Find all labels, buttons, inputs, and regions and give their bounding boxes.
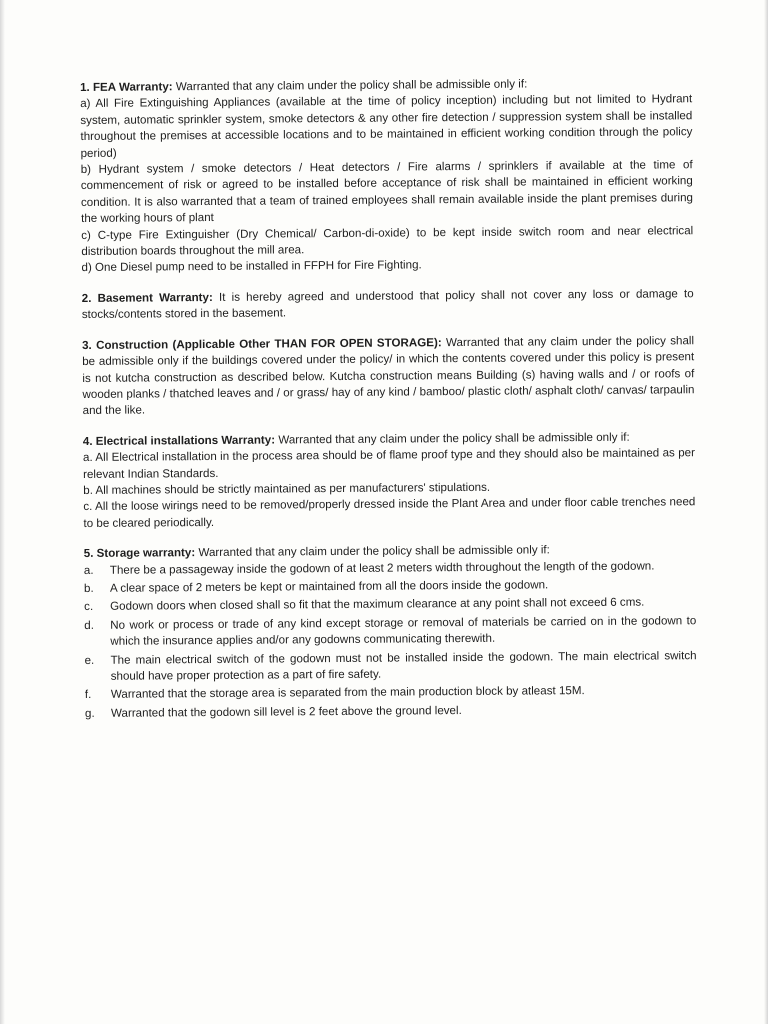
section-paragraph [82, 286, 694, 324]
section-intro: It is hereby agreed and understood that policy shall not cover any loss or damage to stocks/contents stored in the basement. [81, 287, 694, 322]
clause-item: c. All the loose wirings need to be removed/properly dressed inside the Plant Area and under floor cable trenches need to be cleared periodically. [83, 495, 696, 530]
list-text: A clear space of 2 meters be kept or maintained from all the doors inside the godown. [109, 578, 549, 595]
section-heading: 2. Basement Warranty: [81, 290, 213, 305]
clause-item: d) One Diesel pump need to be installed in FFPH for Fire Fighting. [81, 258, 422, 275]
clause-item: b) Hydrant system / smoke detectors / Heat detectors / Fire alarms / sprinklers if available at the time of commencement of risk or agreed to be installed before acceptance of risk shall be maintained in efficient working condition. It is also warranted that a team of trained employees shall remain available inside the plant premises during the working hours of plant [80, 158, 693, 226]
clause-item: a. All Electrical installation in the process area should be of flame proof type and they should also be maintained as per relevant Indian Standards. [82, 446, 695, 481]
list-letter: d. [84, 618, 95, 632]
clause-item: b. All machines should be strictly maintained as per manufacturers' stipulations. [83, 480, 491, 497]
section-paragraph [82, 333, 695, 420]
list-letter: c. [84, 600, 94, 614]
list-text: Warranted that the godown sill level is 2 feet above the ground level. [110, 703, 462, 720]
list-item [84, 595, 696, 616]
section-intro: Warranted that any claim under the policy shall be admissible only if: [278, 430, 630, 447]
clause-item: a) All Fire Extinguishing Appliances (available at the time of policy inception) including but not limited to Hydrant system, automatic sprinkler system, smoke detectors & any other fire detection / suppression system shall be installed throughout the premises at accessible locations and to be maintained in efficient working condition through the policy period) [80, 92, 693, 160]
section-heading: 4. Electrical installations Warranty: [82, 433, 276, 448]
section-intro: Warranted that any claim under the policy shall be admissible only if the buildings covered under the policy/ in which the contents covered under this policy is present is not kutcha construction as described below. Kutcha construction means Building (s) having walls and / or roofs of wooden planks / thatched leaves and / or grass/ hay of any kind / bamboo/ plastic cloth/ asphalt cloth/ canvas/ tarpaulin and the like. [82, 333, 695, 418]
list-text: Warranted that the storage area is separated from the main production block by atleast 15M. [110, 684, 585, 702]
section-heading: 5. Storage warranty: [83, 546, 196, 561]
section-heading: 3. Construction (Applicable Other THAN FOR OPEN STORAGE): [82, 335, 442, 352]
list-item [84, 613, 696, 651]
list-letter: g. [84, 706, 95, 720]
list-item [84, 648, 696, 686]
list-text: The main electrical switch of the godown must not be installed inside the godown. The main electrical switch should have proper protection as a part of fire safety. [110, 648, 697, 683]
list-letter: a. [83, 563, 94, 577]
list-letter: e. [84, 653, 95, 667]
section-intro: Warranted that any claim under the policy shall be admissible only if: [175, 77, 528, 94]
section-heading: 1. FEA Warranty: [80, 80, 173, 94]
list-letter: b. [83, 581, 94, 595]
warranty-clauses [80, 75, 697, 736]
section-electrical-installations [83, 429, 696, 532]
list-text: Godown doors when closed shall so fit that the maximum clearance at any point shall not exceed 6 cms. [110, 595, 645, 614]
section-construction [82, 333, 695, 420]
list-item [84, 576, 696, 597]
storage-conditions-list [84, 558, 697, 722]
list-letter: f. [84, 688, 92, 702]
list-item [85, 683, 697, 704]
section-storage-warranty [84, 541, 697, 722]
clause-item: c) C-type Fire Extinguisher (Dry Chemical/ Carbon-di-oxide) to be kept inside switch room and near electrical distribution boards throughout the mill area. [81, 223, 694, 259]
list-item [84, 558, 696, 579]
section-fea-warranty [80, 75, 694, 277]
section-intro: Warranted that any claim under the policy shall be admissible only if: [198, 543, 550, 560]
section-basement-warranty [82, 286, 694, 324]
list-text: No work or process or trade of any kind except storage or removal of materials be carried on in the godown to which the insurance applies and/or any godowns communicating therewith. [110, 613, 697, 648]
list-text: There be a passageway inside the godown of at least 2 meters width throughout the length of the godown. [109, 559, 655, 577]
list-item [85, 701, 697, 722]
